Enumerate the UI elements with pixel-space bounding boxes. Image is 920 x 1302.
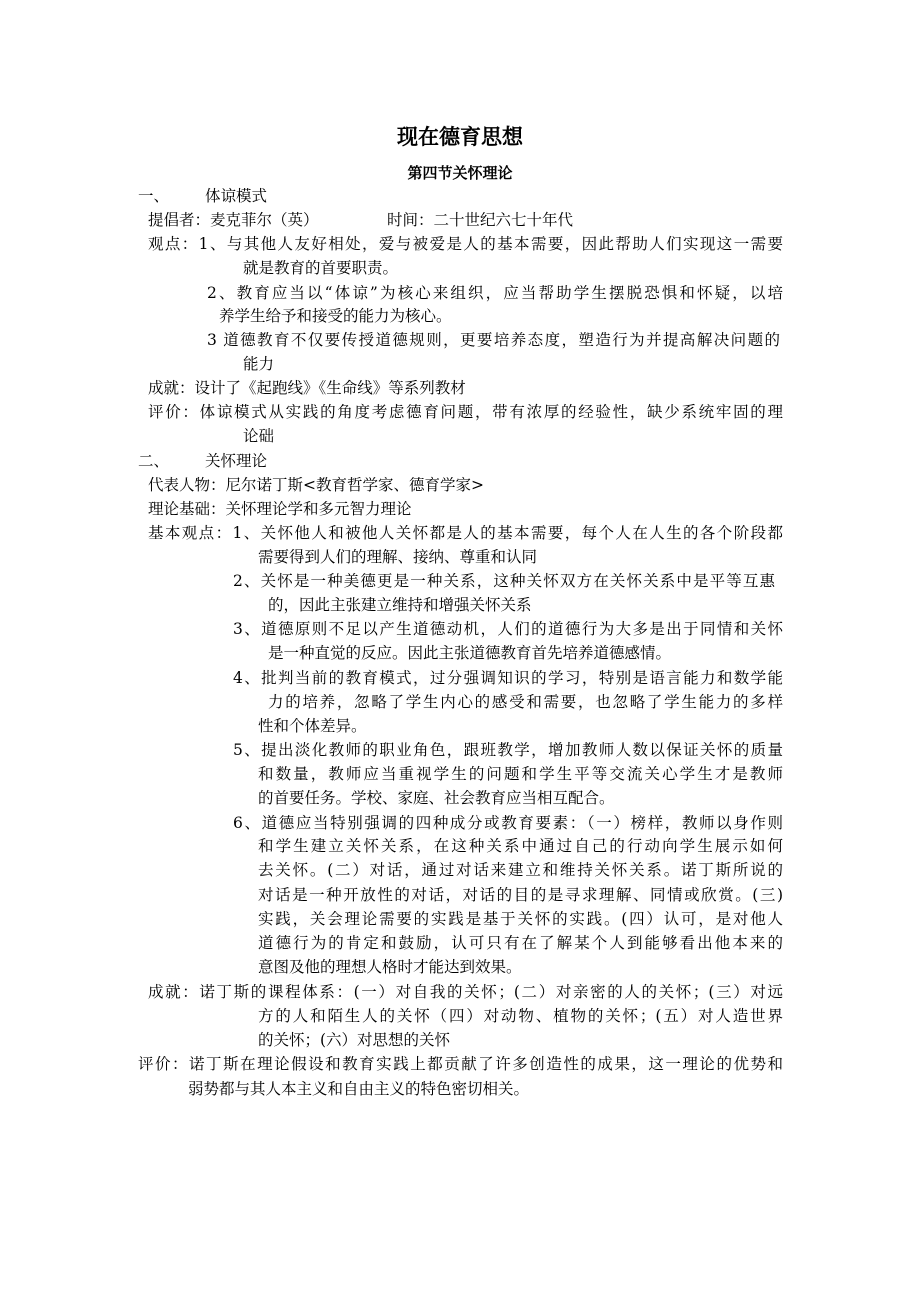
- achievement-line: 成就：诺丁斯的课程体系：(一）对自我的关怀；(二）对亲密的人的关怀；(三）对远: [148, 983, 783, 1001]
- achievement-line: 方的人和陌生人的关怀（四）对动物、植物的关怀；(五）对人造世界: [258, 1007, 783, 1025]
- section-subtitle: 第四节关怀理论: [407, 164, 513, 182]
- viewpoint-line: 4、批判当前的教育模式，过分强调知识的学习，特别是语言能力和数学能: [233, 669, 783, 687]
- viewpoint-line: 和数量，教师应当重视学生的问题和学生平等交流关心学生才是教师: [258, 765, 783, 783]
- viewpoint-line: 3 道德教育不仅要传授道德规则，更要培养态度，塑造行为并提高解决问题的: [207, 331, 780, 349]
- viewpoint-line: 对话是一种开放性的对话，对话的目的是寻求理解、同情或欣赏。(三): [258, 886, 783, 904]
- viewpoint-line: 2、关怀是一种美德更是一种关系，这种关怀双方在关怀关系中是平等互惠: [233, 572, 775, 590]
- theory-basis-text: 理论基础：关怀理论学和多元智力理论: [148, 500, 412, 518]
- viewpoint-line: 性和个体差异。: [258, 717, 367, 735]
- viewpoint-line: 力的培养，忽略了学生内心的感受和需要，也忽略了学生能力的多样: [268, 693, 783, 711]
- section-1-number: 一、: [138, 187, 170, 205]
- viewpoint-line: 6、道德应当特别强调的四种成分或教育要素：（一）榜样，教师以身作则: [233, 814, 783, 832]
- viewpoint-line: 养学生给予和接受的能力为核心。: [219, 307, 452, 325]
- document-title: 现在德育思想: [397, 124, 523, 149]
- section-2-heading: 关怀理论: [205, 452, 268, 470]
- viewpoint-line: 是一种直觉的反应。因此主张道德教育首先培养道德感情。: [268, 644, 672, 662]
- viewpoint-line: 2、教育应当以“体谅”为核心来组织，应当帮助学生摆脱恐惧和怀疑，以培: [207, 284, 783, 302]
- viewpoint-line: 和学生建立关怀关系，在这种关系中通过自己的行动向学生展示如何: [258, 837, 783, 855]
- proposer-text: 提倡者：麦克菲尔（英）: [148, 211, 319, 229]
- viewpoint-line: 基本观点：1、关怀他人和被他人关怀都是人的基本需要，每个人在人生的各个阶段都: [148, 524, 783, 542]
- representative-text: 代表人物：尼尔诺丁斯<教育哲学家、德育学家>: [148, 476, 484, 494]
- achievement-line: 的关怀；(六）对思想的关怀: [258, 1031, 451, 1049]
- time-text: 时间：二十世纪六七十年代: [387, 211, 574, 229]
- viewpoint-line: 的，因此主张建立维持和增强关怀关系: [268, 596, 532, 614]
- viewpoint-line: 去关怀。(二）对话，通过对话来建立和维持关怀关系。诺丁斯所说的: [258, 861, 783, 879]
- section-1-heading: 体谅模式: [205, 187, 268, 205]
- evaluation-line: 评价：体谅模式从实践的角度考虑德育问题，带有浓厚的经验性，缺少系统牢固的理: [148, 403, 783, 421]
- viewpoint-line: 观点：1、与其他人友好相处，爱与被爱是人的基本需要，因此帮助人们实现这一需要: [148, 235, 783, 253]
- viewpoint-line: 道德行为的肯定和鼓励，认可只有在了解某个人到能够看出他本来的: [258, 934, 783, 952]
- viewpoint-line: 意图及他的理想人格时才能达到效果。: [258, 958, 522, 976]
- section-2-number: 二、: [138, 452, 170, 470]
- viewpoint-line: 3、道德原则不足以产生道德动机，人们的道德行为大多是出于同情和关怀: [233, 620, 783, 638]
- viewpoint-line: 就是教育的首要职责。: [243, 259, 399, 277]
- viewpoint-line: 能力: [243, 355, 275, 373]
- viewpoint-line: 的首要任务。学校、家庭、社会教育应当相互配合。: [258, 789, 615, 807]
- evaluation-line: 弱势都与其人本主义和自由主义的特色密切相关。: [188, 1080, 530, 1098]
- viewpoint-line: 5、提出淡化教师的职业角色，跟班教学，增加教师人数以保证关怀的质量: [233, 741, 783, 759]
- evaluation-line: 评价：诺丁斯在理论假设和教育实践上都贡献了许多创造性的成果，这一理论的优势和: [138, 1055, 783, 1073]
- evaluation-line: 论础: [243, 427, 275, 445]
- achievement-text: 成就：设计了《起跑线》《生命线》等系列教材: [148, 379, 466, 397]
- viewpoint-line: 需要得到人们的理解、接纳、尊重和认同: [258, 548, 538, 566]
- viewpoint-line: 实践，关会理论需要的实践是基于关怀的实践。(四）认可，是对他人: [258, 910, 783, 928]
